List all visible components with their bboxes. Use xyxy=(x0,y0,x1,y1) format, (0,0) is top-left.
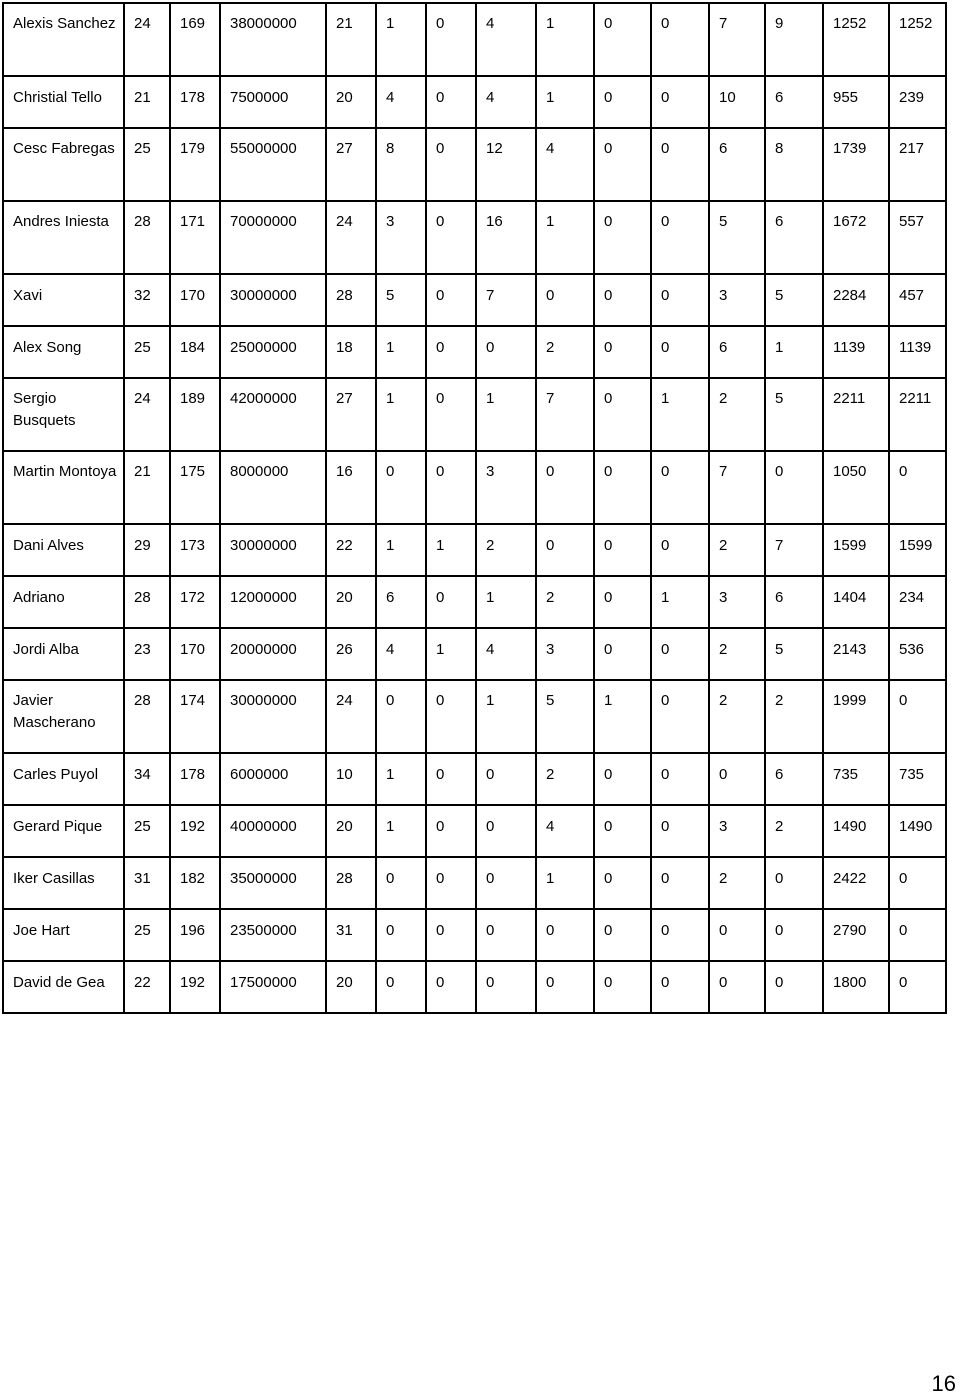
stat-cell: 0 xyxy=(376,451,426,524)
stat-cell: 23500000 xyxy=(220,909,326,961)
stat-cell: 2 xyxy=(709,628,765,680)
stat-cell: 179 xyxy=(170,128,220,201)
table-row xyxy=(3,128,946,201)
stat-cell: 38000000 xyxy=(220,3,326,76)
stat-cell: 0 xyxy=(651,961,709,1013)
stat-cell: 0 xyxy=(426,680,476,753)
stat-cell: 20 xyxy=(326,961,376,1013)
stat-cell: 1599 xyxy=(823,524,889,576)
stat-cell: 16 xyxy=(326,451,376,524)
stat-cell: 178 xyxy=(170,76,220,128)
stat-cell: 55000000 xyxy=(220,128,326,201)
stat-cell: 0 xyxy=(594,524,651,576)
stat-cell: 1 xyxy=(651,378,709,451)
stat-cell: 0 xyxy=(426,909,476,961)
stat-cell: 1252 xyxy=(823,3,889,76)
stat-cell: 26 xyxy=(326,628,376,680)
player-name-cell: Christial Tello xyxy=(3,76,124,128)
stat-cell: 24 xyxy=(124,3,170,76)
stat-cell: 1490 xyxy=(889,805,946,857)
stat-cell: 0 xyxy=(651,524,709,576)
player-name-cell: Jordi Alba xyxy=(3,628,124,680)
stat-cell: 2211 xyxy=(889,378,946,451)
stat-cell: 1252 xyxy=(889,3,946,76)
stat-cell: 0 xyxy=(426,753,476,805)
stat-cell: 0 xyxy=(651,628,709,680)
stat-cell: 192 xyxy=(170,805,220,857)
stat-cell: 4 xyxy=(476,76,536,128)
stat-cell: 25 xyxy=(124,805,170,857)
stat-cell: 2 xyxy=(476,524,536,576)
stat-cell: 1599 xyxy=(889,524,946,576)
table-body xyxy=(3,3,946,1013)
stat-cell: 0 xyxy=(889,961,946,1013)
player-name-cell: Alexis Sanchez xyxy=(3,3,124,76)
stat-cell: 9 xyxy=(765,3,823,76)
stat-cell: 6 xyxy=(765,576,823,628)
stat-cell: 7 xyxy=(536,378,594,451)
stat-cell: 30000000 xyxy=(220,274,326,326)
player-name-cell: Javier Mascherano xyxy=(3,680,124,753)
stat-cell: 4 xyxy=(376,628,426,680)
table-row xyxy=(3,805,946,857)
stat-cell: 25 xyxy=(124,326,170,378)
table-row xyxy=(3,378,946,451)
stat-cell: 0 xyxy=(651,76,709,128)
stat-cell: 1 xyxy=(536,76,594,128)
stat-cell: 0 xyxy=(594,857,651,909)
stat-cell: 189 xyxy=(170,378,220,451)
stat-cell: 0 xyxy=(651,128,709,201)
stat-cell: 0 xyxy=(651,753,709,805)
stat-cell: 0 xyxy=(651,857,709,909)
stat-cell: 32 xyxy=(124,274,170,326)
stat-cell: 1 xyxy=(376,3,426,76)
stat-cell: 31 xyxy=(326,909,376,961)
stat-cell: 1739 xyxy=(823,128,889,201)
stat-cell: 5 xyxy=(536,680,594,753)
stat-cell: 0 xyxy=(476,909,536,961)
player-stats-table xyxy=(2,2,947,1014)
stat-cell: 6 xyxy=(709,128,765,201)
stat-cell: 1 xyxy=(426,524,476,576)
stat-cell: 5 xyxy=(765,378,823,451)
stat-cell: 3 xyxy=(709,576,765,628)
stat-cell: 7 xyxy=(709,3,765,76)
stat-cell: 27 xyxy=(326,128,376,201)
stat-cell: 20 xyxy=(326,576,376,628)
stat-cell: 2143 xyxy=(823,628,889,680)
stat-cell: 21 xyxy=(124,76,170,128)
stat-cell: 1 xyxy=(765,326,823,378)
table-row xyxy=(3,201,946,274)
stat-cell: 0 xyxy=(651,326,709,378)
stat-cell: 0 xyxy=(426,128,476,201)
stat-cell: 2 xyxy=(536,326,594,378)
stat-cell: 0 xyxy=(765,909,823,961)
stat-cell: 31 xyxy=(124,857,170,909)
stat-cell: 0 xyxy=(426,805,476,857)
stat-cell: 22 xyxy=(326,524,376,576)
stat-cell: 12 xyxy=(476,128,536,201)
stat-cell: 0 xyxy=(651,909,709,961)
stat-cell: 0 xyxy=(651,201,709,274)
player-name-cell: David de Gea xyxy=(3,961,124,1013)
stat-cell: 1800 xyxy=(823,961,889,1013)
stat-cell: 2 xyxy=(765,805,823,857)
stat-cell: 25 xyxy=(124,128,170,201)
player-name-cell: Martin Montoya xyxy=(3,451,124,524)
stat-cell: 192 xyxy=(170,961,220,1013)
player-name-cell: Sergio Busquets xyxy=(3,378,124,451)
stat-cell: 4 xyxy=(536,128,594,201)
stat-cell: 1999 xyxy=(823,680,889,753)
stat-cell: 1 xyxy=(376,524,426,576)
stat-cell: 1 xyxy=(594,680,651,753)
stat-cell: 0 xyxy=(594,326,651,378)
stat-cell: 7 xyxy=(765,524,823,576)
stat-cell: 10 xyxy=(326,753,376,805)
stat-cell: 0 xyxy=(426,857,476,909)
stat-cell: 0 xyxy=(476,753,536,805)
stat-cell: 20000000 xyxy=(220,628,326,680)
stat-cell: 955 xyxy=(823,76,889,128)
stat-cell: 536 xyxy=(889,628,946,680)
stat-cell: 557 xyxy=(889,201,946,274)
stat-cell: 42000000 xyxy=(220,378,326,451)
stat-cell: 0 xyxy=(709,753,765,805)
stat-cell: 8 xyxy=(765,128,823,201)
stat-cell: 4 xyxy=(476,3,536,76)
page-number: 16 xyxy=(931,1371,956,1396)
stat-cell: 28 xyxy=(124,201,170,274)
stat-cell: 0 xyxy=(594,576,651,628)
player-name-cell: Iker Casillas xyxy=(3,857,124,909)
stat-cell: 0 xyxy=(594,961,651,1013)
stat-cell: 6000000 xyxy=(220,753,326,805)
stat-cell: 6 xyxy=(709,326,765,378)
stat-cell: 0 xyxy=(426,576,476,628)
stat-cell: 7 xyxy=(476,274,536,326)
table-row xyxy=(3,857,946,909)
stat-cell: 2 xyxy=(709,378,765,451)
stat-cell: 20 xyxy=(326,805,376,857)
stat-cell: 0 xyxy=(594,805,651,857)
stat-cell: 0 xyxy=(376,680,426,753)
stat-cell: 735 xyxy=(889,753,946,805)
stat-cell: 34 xyxy=(124,753,170,805)
stat-cell: 0 xyxy=(651,805,709,857)
stat-cell: 6 xyxy=(765,201,823,274)
stat-cell: 1 xyxy=(536,3,594,76)
stat-cell: 30000000 xyxy=(220,680,326,753)
table-row xyxy=(3,961,946,1013)
stat-cell: 3 xyxy=(536,628,594,680)
stat-cell: 0 xyxy=(476,857,536,909)
stat-cell: 1 xyxy=(476,378,536,451)
stat-cell: 1 xyxy=(376,326,426,378)
stat-cell: 4 xyxy=(476,628,536,680)
stat-cell: 28 xyxy=(326,857,376,909)
stat-cell: 10 xyxy=(709,76,765,128)
stat-cell: 70000000 xyxy=(220,201,326,274)
stat-cell: 5 xyxy=(709,201,765,274)
stat-cell: 21 xyxy=(326,3,376,76)
stat-cell: 18 xyxy=(326,326,376,378)
stat-cell: 0 xyxy=(376,857,426,909)
stat-cell: 6 xyxy=(376,576,426,628)
table-row xyxy=(3,3,946,76)
stat-cell: 457 xyxy=(889,274,946,326)
stat-cell: 2 xyxy=(709,680,765,753)
stat-cell: 0 xyxy=(426,76,476,128)
stat-cell: 172 xyxy=(170,576,220,628)
stat-cell: 0 xyxy=(426,201,476,274)
table-row xyxy=(3,76,946,128)
stat-cell: 4 xyxy=(376,76,426,128)
stat-cell: 1050 xyxy=(823,451,889,524)
stat-cell: 17500000 xyxy=(220,961,326,1013)
table-row xyxy=(3,628,946,680)
stat-cell: 0 xyxy=(476,961,536,1013)
stat-cell: 0 xyxy=(651,3,709,76)
stat-cell: 170 xyxy=(170,628,220,680)
stat-cell: 6 xyxy=(765,753,823,805)
stat-cell: 1 xyxy=(376,378,426,451)
stat-cell: 0 xyxy=(709,961,765,1013)
stat-cell: 35000000 xyxy=(220,857,326,909)
stat-cell: 0 xyxy=(536,274,594,326)
stat-cell: 239 xyxy=(889,76,946,128)
stat-cell: 23 xyxy=(124,628,170,680)
stat-cell: 3 xyxy=(709,805,765,857)
stat-cell: 1 xyxy=(651,576,709,628)
stat-cell: 196 xyxy=(170,909,220,961)
stat-cell: 2422 xyxy=(823,857,889,909)
stat-cell: 2 xyxy=(709,857,765,909)
stat-cell: 0 xyxy=(651,274,709,326)
player-name-cell: Xavi xyxy=(3,274,124,326)
stat-cell: 25000000 xyxy=(220,326,326,378)
stat-cell: 20 xyxy=(326,76,376,128)
stat-cell: 0 xyxy=(889,909,946,961)
stat-cell: 0 xyxy=(594,3,651,76)
stat-cell: 0 xyxy=(594,201,651,274)
stat-cell: 0 xyxy=(376,909,426,961)
stat-cell: 2 xyxy=(536,753,594,805)
stat-cell: 16 xyxy=(476,201,536,274)
stat-cell: 178 xyxy=(170,753,220,805)
stat-cell: 217 xyxy=(889,128,946,201)
stat-cell: 0 xyxy=(594,274,651,326)
stat-cell: 2790 xyxy=(823,909,889,961)
stat-cell: 1 xyxy=(476,680,536,753)
table-row xyxy=(3,326,946,378)
stat-cell: 0 xyxy=(594,128,651,201)
table-row xyxy=(3,680,946,753)
stat-cell: 0 xyxy=(651,451,709,524)
stat-cell: 0 xyxy=(426,3,476,76)
stat-cell: 182 xyxy=(170,857,220,909)
table-row xyxy=(3,909,946,961)
table-row xyxy=(3,524,946,576)
stat-cell: 8 xyxy=(376,128,426,201)
stat-cell: 0 xyxy=(594,451,651,524)
stat-cell: 22 xyxy=(124,961,170,1013)
stat-cell: 7 xyxy=(709,451,765,524)
stat-cell: 0 xyxy=(476,805,536,857)
stat-cell: 171 xyxy=(170,201,220,274)
stat-cell: 0 xyxy=(426,961,476,1013)
stat-cell: 21 xyxy=(124,451,170,524)
stat-cell: 3 xyxy=(376,201,426,274)
stat-cell: 0 xyxy=(594,753,651,805)
stat-cell: 1 xyxy=(536,857,594,909)
stat-cell: 0 xyxy=(765,857,823,909)
stat-cell: 0 xyxy=(536,524,594,576)
stat-cell: 0 xyxy=(651,680,709,753)
stat-cell: 2 xyxy=(536,576,594,628)
stat-cell: 0 xyxy=(476,326,536,378)
stat-cell: 2284 xyxy=(823,274,889,326)
stat-cell: 24 xyxy=(124,378,170,451)
stat-cell: 8000000 xyxy=(220,451,326,524)
stat-cell: 0 xyxy=(536,961,594,1013)
stat-cell: 40000000 xyxy=(220,805,326,857)
stat-cell: 30000000 xyxy=(220,524,326,576)
player-name-cell: Adriano xyxy=(3,576,124,628)
stat-cell: 184 xyxy=(170,326,220,378)
stat-cell: 735 xyxy=(823,753,889,805)
stat-cell: 1139 xyxy=(889,326,946,378)
stat-cell: 1672 xyxy=(823,201,889,274)
player-name-cell: Alex Song xyxy=(3,326,124,378)
stat-cell: 0 xyxy=(889,857,946,909)
stat-cell: 1 xyxy=(426,628,476,680)
stat-cell: 1 xyxy=(476,576,536,628)
stat-cell: 0 xyxy=(765,451,823,524)
stat-cell: 12000000 xyxy=(220,576,326,628)
stat-cell: 27 xyxy=(326,378,376,451)
stat-cell: 0 xyxy=(594,909,651,961)
player-name-cell: Gerard Pique xyxy=(3,805,124,857)
player-name-cell: Andres Iniesta xyxy=(3,201,124,274)
stat-cell: 0 xyxy=(536,451,594,524)
player-name-cell: Dani Alves xyxy=(3,524,124,576)
stat-cell: 6 xyxy=(765,76,823,128)
stat-cell: 5 xyxy=(376,274,426,326)
table-row xyxy=(3,451,946,524)
stat-cell: 170 xyxy=(170,274,220,326)
stat-cell: 5 xyxy=(765,274,823,326)
stat-cell: 169 xyxy=(170,3,220,76)
stat-cell: 2 xyxy=(709,524,765,576)
stat-cell: 175 xyxy=(170,451,220,524)
stat-cell: 2211 xyxy=(823,378,889,451)
table-row xyxy=(3,753,946,805)
stat-cell: 1 xyxy=(376,753,426,805)
player-name-cell: Cesc Fabregas xyxy=(3,128,124,201)
stat-cell: 25 xyxy=(124,909,170,961)
stat-cell: 0 xyxy=(765,961,823,1013)
stat-cell: 28 xyxy=(326,274,376,326)
stat-cell: 0 xyxy=(426,274,476,326)
stat-cell: 0 xyxy=(426,378,476,451)
stat-cell: 0 xyxy=(376,961,426,1013)
stat-cell: 24 xyxy=(326,201,376,274)
stat-cell: 234 xyxy=(889,576,946,628)
stat-cell: 28 xyxy=(124,576,170,628)
stat-cell: 1139 xyxy=(823,326,889,378)
stat-cell: 0 xyxy=(594,76,651,128)
stat-cell: 0 xyxy=(426,326,476,378)
player-name-cell: Joe Hart xyxy=(3,909,124,961)
stat-cell: 24 xyxy=(326,680,376,753)
stat-cell: 2 xyxy=(765,680,823,753)
stat-cell: 173 xyxy=(170,524,220,576)
stat-cell: 0 xyxy=(889,451,946,524)
stat-cell: 1 xyxy=(536,201,594,274)
stat-cell: 1490 xyxy=(823,805,889,857)
table-row xyxy=(3,576,946,628)
stat-cell: 28 xyxy=(124,680,170,753)
stat-cell: 0 xyxy=(536,909,594,961)
stat-cell: 3 xyxy=(476,451,536,524)
stat-cell: 174 xyxy=(170,680,220,753)
stat-cell: 1 xyxy=(376,805,426,857)
stat-cell: 3 xyxy=(709,274,765,326)
stat-cell: 0 xyxy=(426,451,476,524)
stat-cell: 1404 xyxy=(823,576,889,628)
stat-cell: 0 xyxy=(889,680,946,753)
stat-cell: 0 xyxy=(594,628,651,680)
stat-cell: 7500000 xyxy=(220,76,326,128)
player-name-cell: Carles Puyol xyxy=(3,753,124,805)
stat-cell: 29 xyxy=(124,524,170,576)
stat-cell: 0 xyxy=(709,909,765,961)
stat-cell: 4 xyxy=(536,805,594,857)
stat-cell: 5 xyxy=(765,628,823,680)
stat-cell: 0 xyxy=(594,378,651,451)
table-row xyxy=(3,274,946,326)
